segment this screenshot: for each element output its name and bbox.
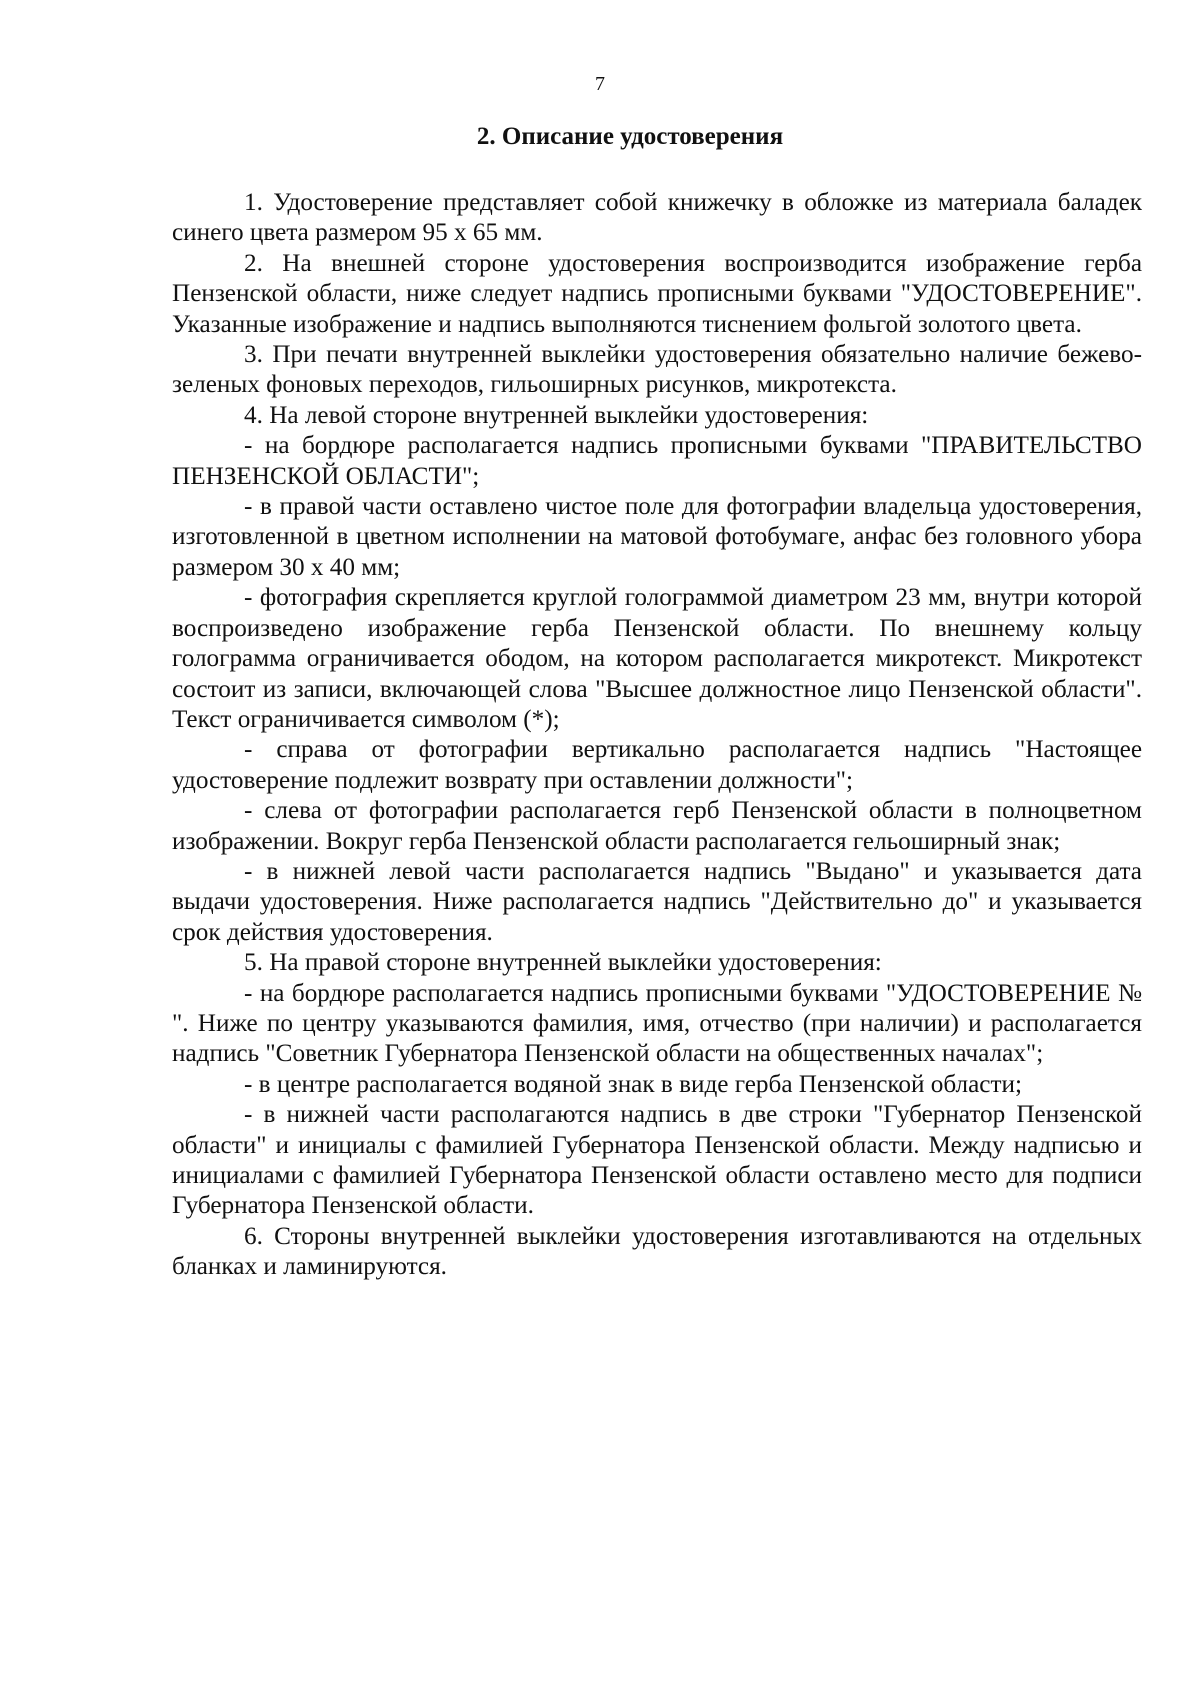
list-item-watermark: - в центре располагается водяной знак в виде герба Пензенской области;	[244, 1070, 1022, 1098]
list-item-governor-signature: - в нижней части располагаются надпись в две строки "Губернатор Пензенской области" и инициалы с фамилией Губернатора Пензенской области. Между надписью и инициалами с фамилией Губернатора Пензенской области оставлено место для подписи Губернатора Пензенской области.	[172, 1101, 1142, 1220]
paragraph-6: 6. Стороны внутренней выклейки удостоверения изготавливаются на отдельных бланках и ламинируются.	[172, 1222, 1142, 1281]
list-item-vertical-text: - справа от фотографии вертикально располагается надпись "Настоящее удостоверение подлежит возврату при оставлении должности";	[172, 736, 1142, 794]
page-number: 7	[595, 73, 605, 95]
list-item-issue-date: - в нижней левой части располагается надпись "Выдано" и указывается дата выдачи удостоверения. Ниже располагается надпись "Действительно до" и указывается срок действия удостоверения.	[172, 857, 1142, 946]
section-title: 2. Описание удостоверения	[476, 123, 784, 150]
paragraph-4: 4. На левой стороне внутренней выклейки удостоверения:	[244, 401, 869, 429]
list-item-hologram: - фотография скрепляется круглой голограммой диаметром 23 мм, внутри которой воспроизведено изображение герба Пензенской области. По внешнему кольцу голограмма ограничивается ободом, на котором располагается микротекст. Микротекст состоит из записи, включающей слова "Высшее должностное лицо Пензенской области". Текст ограничивается символом (*);	[172, 584, 1142, 733]
paragraph-5: 5. На правой стороне внутренней выклейки удостоверения:	[244, 949, 882, 977]
paragraph-3: 3. При печати внутренней выклейки удостоверения обязательно наличие бежево-зеленых фоновых переходов, гильоширных рисунков, микротекста.	[172, 341, 1142, 399]
list-item-certificate-number: - на бордюре располагается надпись прописными буквами "УДОСТОВЕРЕНИЕ № ". Ниже по центру указываются фамилия, имя, отчество (при наличии) и располагается надпись "Советник Губернатора Пензенской области на общественных началах";	[172, 979, 1142, 1068]
list-item-photo-field: - в правой части оставлено чистое поле для фотографии владельца удостоверения, изготовленной в цветном исполнении на матовой фотобумаге, анфас без головного убора размером 30 x 40 мм;	[172, 493, 1142, 581]
paragraph-2: 2. На внешней стороне удостоверения воспроизводится изображение герба Пензенской области, ниже следует надпись прописными буквами "УДОСТОВЕРЕНИЕ". Указанные изображение и надпись выполняются тиснением фольгой золотого цвета.	[172, 249, 1142, 338]
paragraph-1: 1. Удостоверение представляет собой книжечку в обложке из материала баладек синего цвета размером 95 x 65 мм.	[172, 189, 1142, 247]
document-body	[172, 188, 1142, 1283]
list-item-coat-of-arms: - слева от фотографии располагается герб Пензенской области в полноцветном изображении. Вокруг герба Пензенской области располагается гельоширный знак;	[172, 797, 1142, 855]
list-item-border-text: - на бордюре располагается надпись прописными буквами "ПРАВИТЕЛЬСТВО ПЕНЗЕНСКОЙ ОБЛАСТИ";	[172, 432, 1142, 490]
